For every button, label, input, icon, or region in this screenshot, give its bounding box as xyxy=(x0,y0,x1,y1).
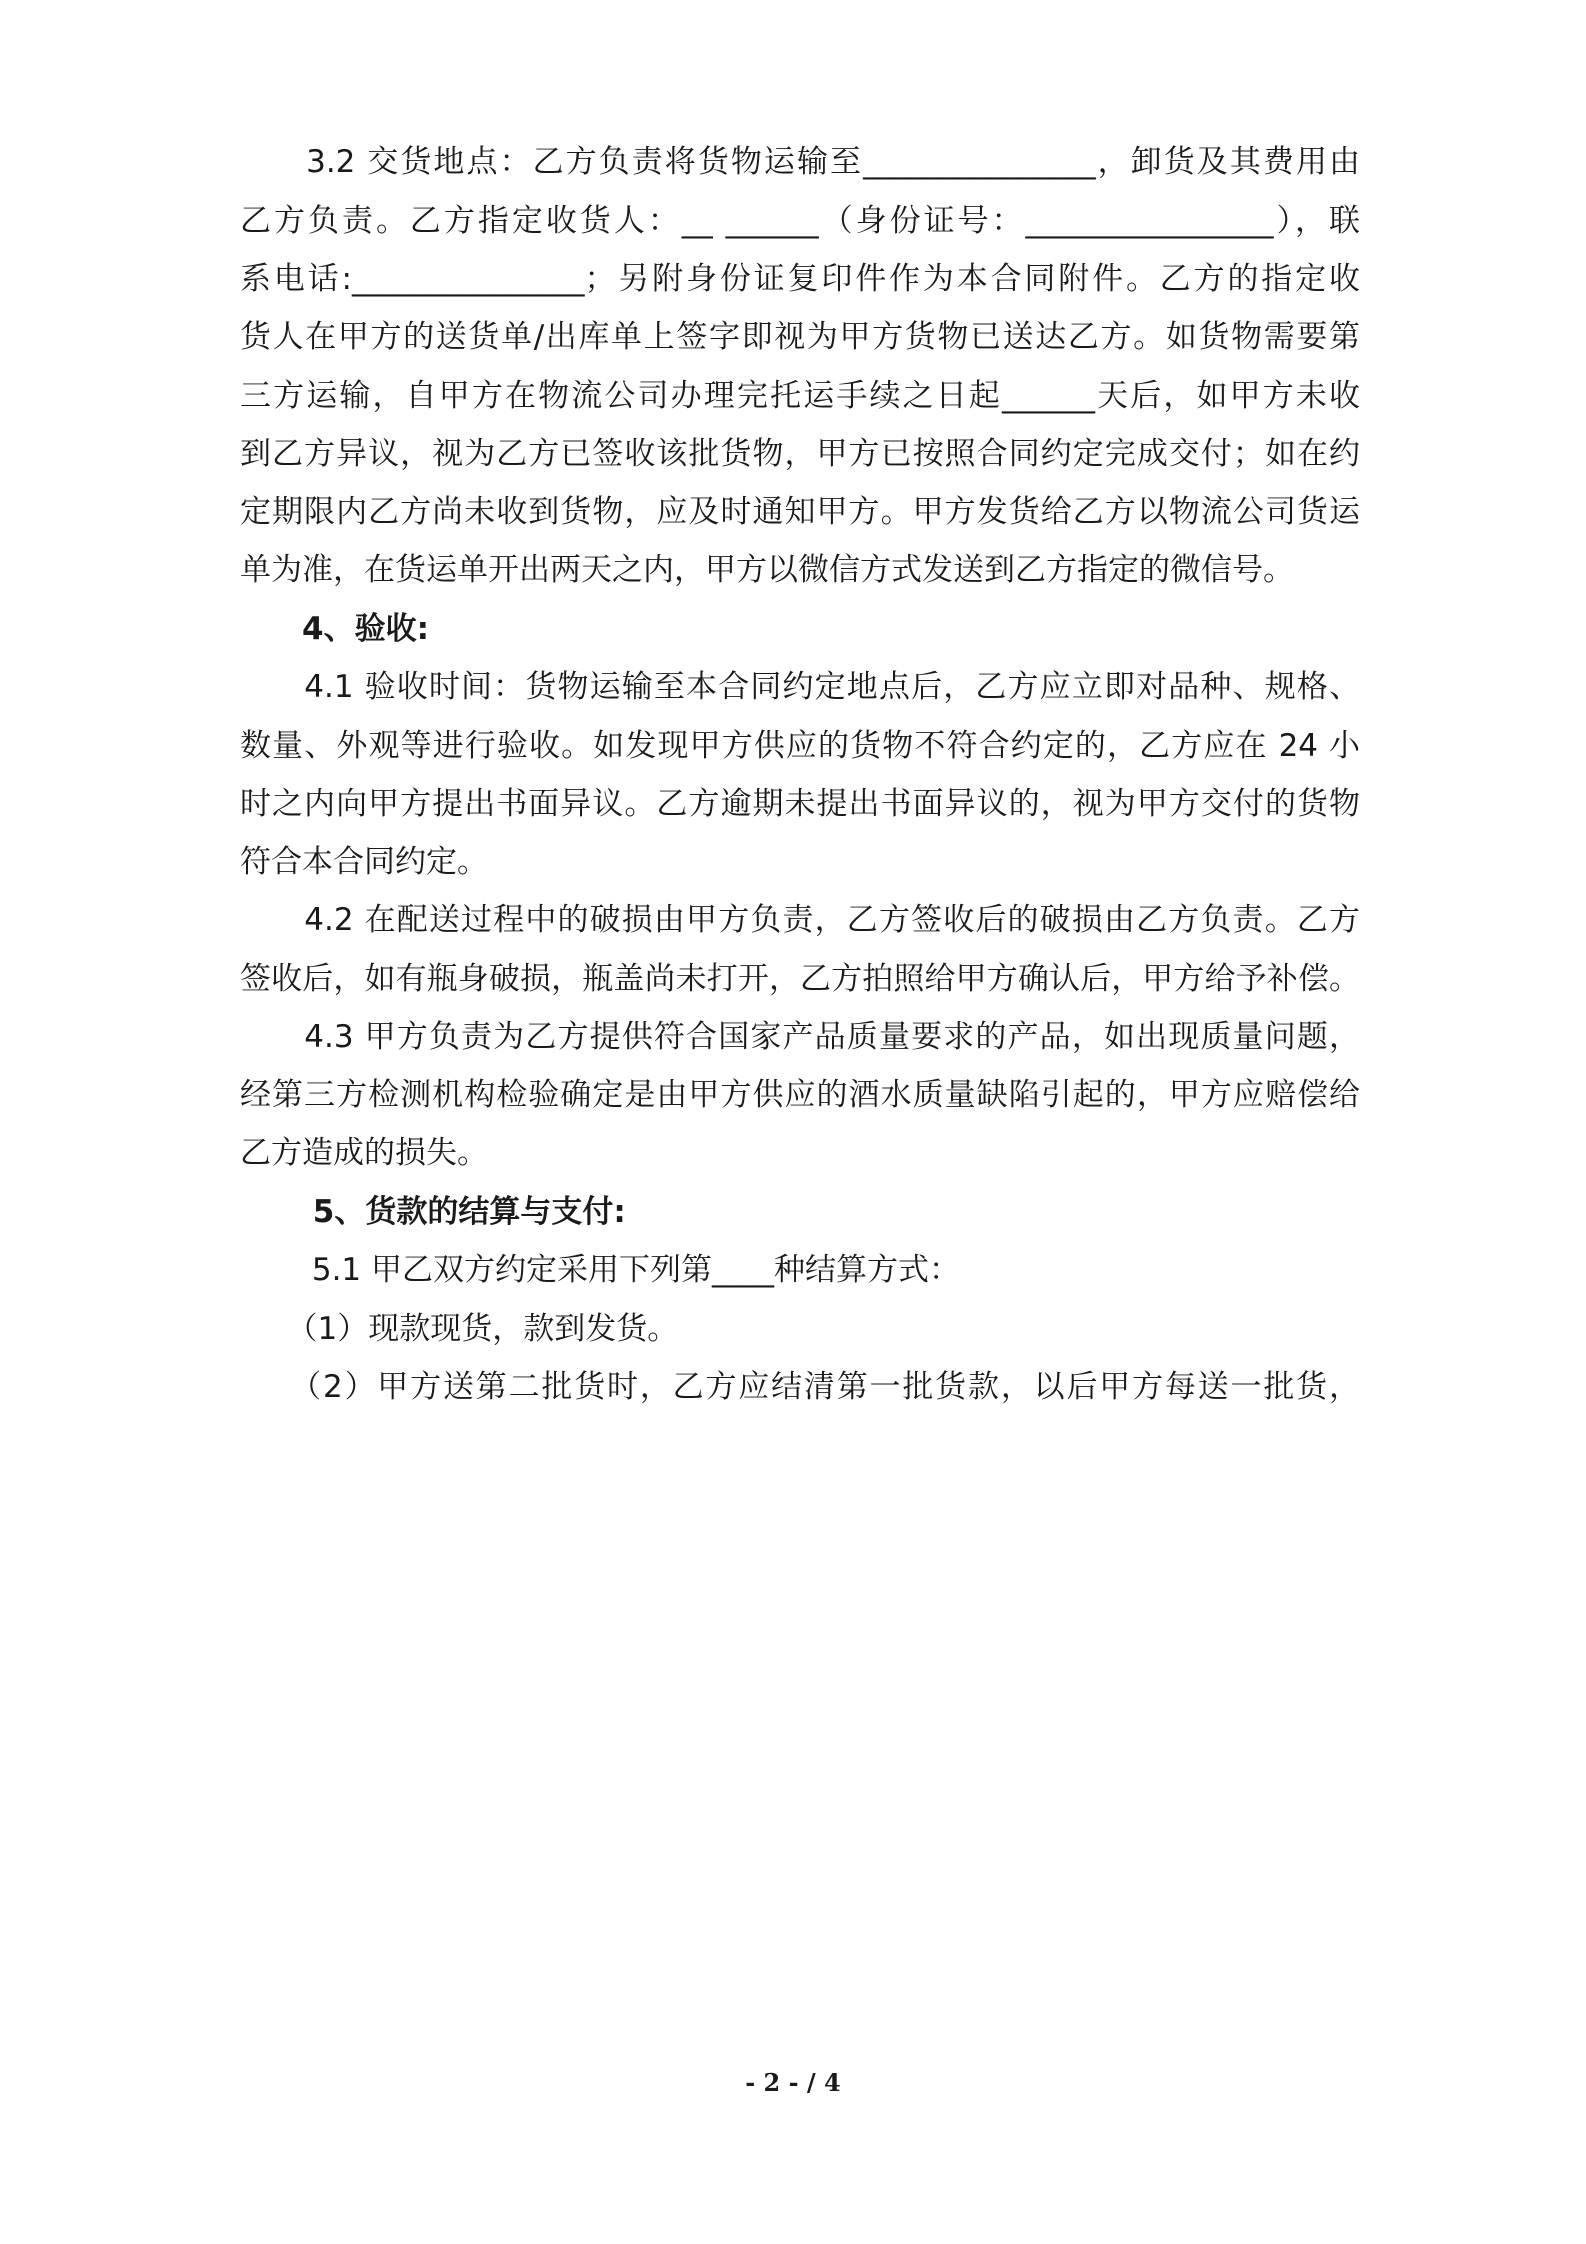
paragraph-line: 时之内向甲方提出书面异议。乙方逾期未提出书面异议的，视为甲方交付的货物 xyxy=(240,786,1360,822)
paragraph-line: 乙方造成的损失。 xyxy=(240,1135,488,1171)
paragraph-line: 4.1 验收时间：货物运输至本合同约定地点后，乙方应立即对品种、规格、 xyxy=(240,669,1360,705)
paragraph-line: 到乙方异议，视为乙方已签收该批货物，甲方已按照合同约定完成交付；如在约 xyxy=(240,436,1360,472)
paragraph-line: 4.3 甲方负责为乙方提供符合国家产品质量要求的产品，如出现质量问题， xyxy=(240,1019,1360,1055)
paragraph-line: 5.1 甲乙双方约定采用下列第____种结算方式： xyxy=(240,1252,961,1288)
paragraph-line: 签收后，如有瓶身破损，瓶盖尚未打开，乙方拍照给甲方确认后，甲方给予补偿。 xyxy=(240,961,1360,997)
paragraph-line: 4.2 在配送过程中的破损由甲方负责，乙方签收后的破损由乙方负责。乙方 xyxy=(240,902,1360,938)
section-heading-5: 5、货款的结算与支付: xyxy=(240,1194,626,1230)
paragraph-line: 经第三方检测机构检验确定是由甲方供应的酒水质量缺陷引起的，甲方应赔偿给 xyxy=(240,1077,1360,1113)
paragraph-line: 货人在甲方的送货单/出库单上签字即视为甲方货物已送达乙方。如货物需要第 xyxy=(240,319,1360,355)
paragraph-line: 三方运输，自甲方在物流公司办理完托运手续之日起______天后，如甲方未收 xyxy=(240,378,1360,414)
paragraph-line: 数量、外观等进行验收。如发现甲方供应的货物不符合约定的，乙方应在 24 小 xyxy=(240,728,1360,764)
paragraph-line: （2）甲方送第二批货时，乙方应结清第一批货款，以后甲方每送一批货， xyxy=(240,1369,1360,1405)
paragraph-line: 系电话:_______________；另附身份证复印件作为本合同附件。乙方的指定收 xyxy=(240,261,1360,297)
paragraph-line: 3.2 交货地点：乙方负责将货物运输至_______________，卸货及其费用由 xyxy=(240,144,1360,180)
page-number-footer: - 2 - / 4 xyxy=(745,2068,841,2097)
section-heading-4: 4、验收: xyxy=(240,611,429,647)
paragraph-line: 乙方负责。乙方指定收货人：__ ______（身份证号：________________），联 xyxy=(240,203,1360,239)
paragraph-line: 单为准，在货运单开出两天之内，甲方以微信方式发送到乙方指定的微信号。 xyxy=(240,552,1294,588)
paragraph-line: （1）现款现货，款到发货。 xyxy=(240,1311,679,1347)
paragraph-line: 符合本合同约定。 xyxy=(240,844,488,880)
paragraph-line: 定期限内乙方尚未收到货物，应及时通知甲方。甲方发货给乙方以物流公司货运 xyxy=(240,494,1360,530)
